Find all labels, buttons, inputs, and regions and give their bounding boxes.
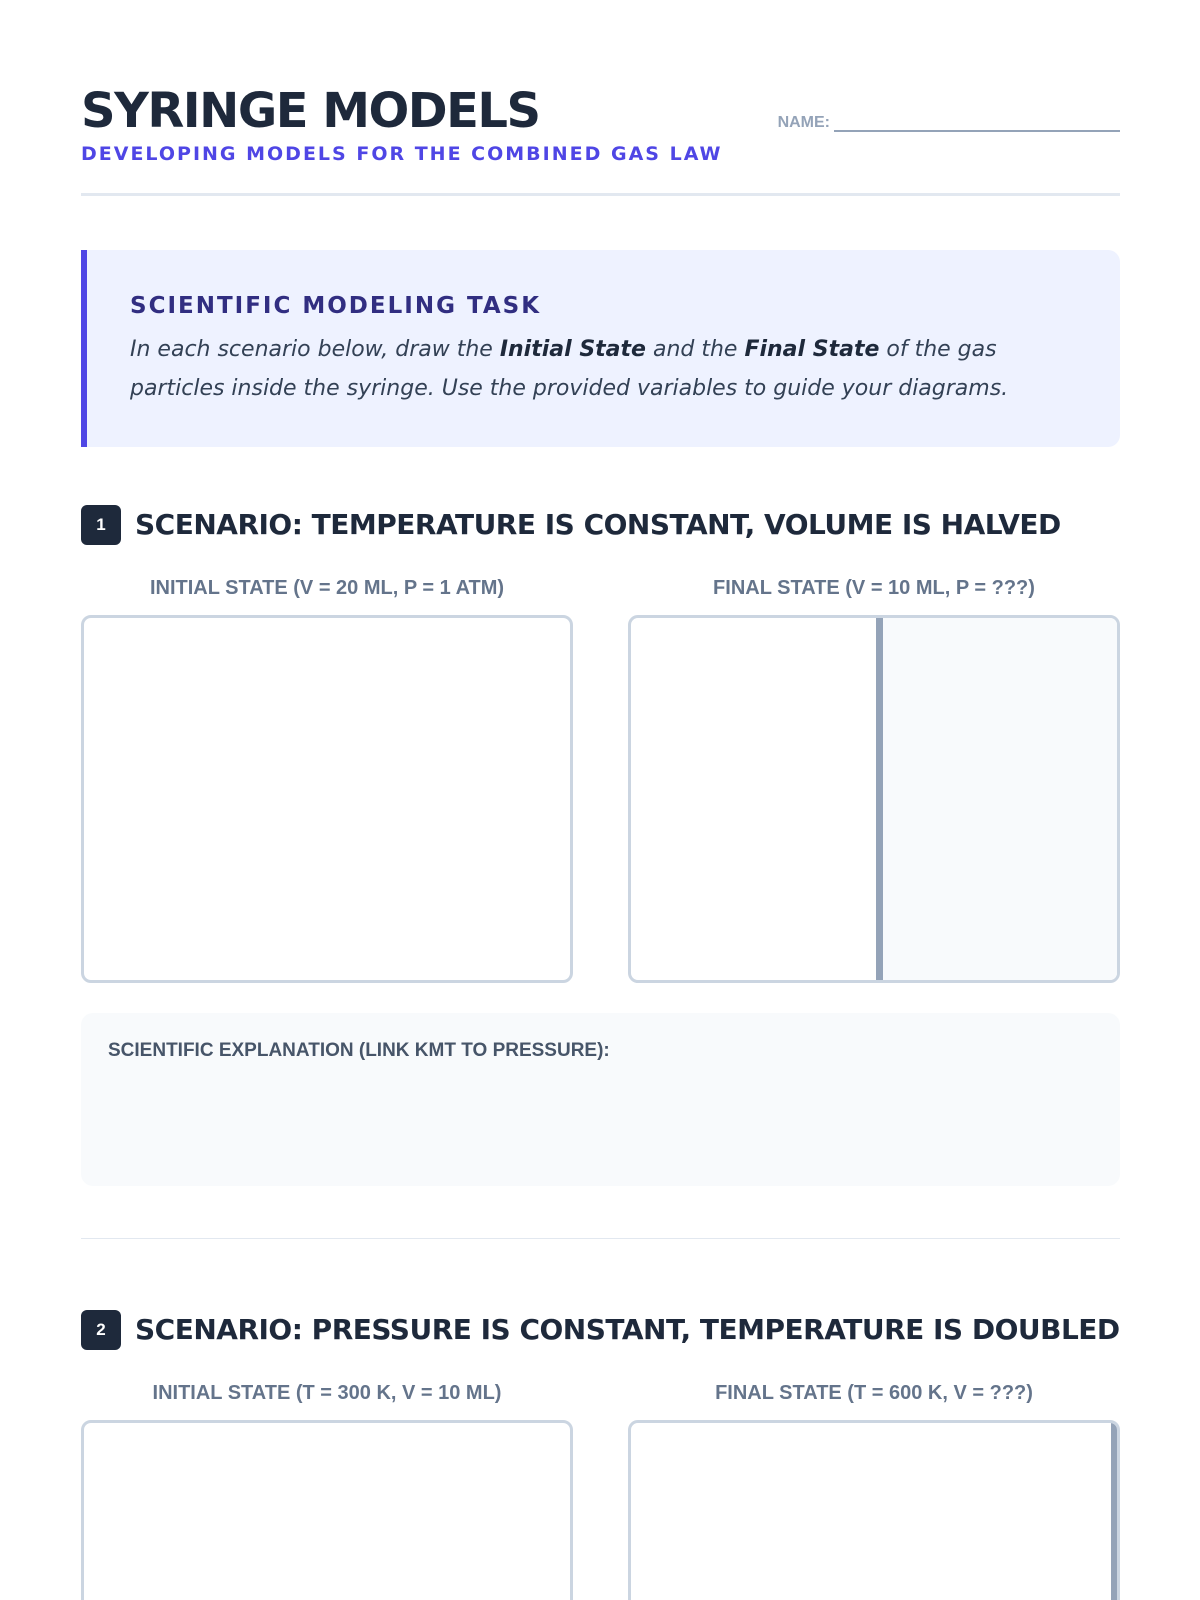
task-bold-initial: Initial State xyxy=(499,337,646,362)
page-title: SYRINGE MODELS xyxy=(81,83,540,139)
initial-state-drawing-box[interactable] xyxy=(81,1420,573,1600)
worksheet-header xyxy=(81,82,1120,196)
name-label: NAME: xyxy=(777,114,830,131)
initial-state-label: INITIAL STATE (T = 300 K, V = 10 ML) xyxy=(152,1382,502,1404)
scenario-title: SCENARIO: PRESSURE IS CONSTANT, TEMPERATURE IS DOUBLED xyxy=(135,1313,1120,1346)
initial-state-label: INITIAL STATE (V = 20 ML, P = 1 ATM) xyxy=(149,577,505,599)
task-title: SCIENTIFIC MODELING TASK xyxy=(130,293,542,319)
task-callout xyxy=(81,250,1120,447)
final-state-drawing-box[interactable] xyxy=(628,615,1120,983)
scenario-2-heading xyxy=(81,1310,1120,1350)
syringe-plunger xyxy=(1111,1423,1118,1600)
page-subtitle: DEVELOPING MODELS FOR THE COMBINED GAS LAW xyxy=(81,143,723,165)
task-instructions xyxy=(130,330,1090,408)
scenario-number-badge: 2 xyxy=(81,1310,121,1350)
explanation-label: SCIENTIFIC EXPLANATION (LINK KMT TO PRESSURE): xyxy=(108,1040,610,1061)
name-input-line[interactable] xyxy=(834,112,1120,132)
task-bold-final: Final State xyxy=(744,337,880,362)
syringe-plunger xyxy=(876,618,1117,980)
initial-state-drawing-box[interactable] xyxy=(81,615,573,983)
task-text-3: of the gas particles inside the syringe. Use the provided variables to guide your diagrams. xyxy=(130,337,1009,401)
name-field xyxy=(778,112,1120,132)
scenario-1-heading xyxy=(81,505,1061,545)
task-text-1: In each scenario below, draw the xyxy=(130,337,500,362)
final-state-label: FINAL STATE (T = 600 K, V = ???) xyxy=(715,1382,1033,1404)
final-state-drawing-box[interactable] xyxy=(628,1420,1120,1600)
scenario-number-badge: 1 xyxy=(81,505,121,545)
scenario-title: SCENARIO: TEMPERATURE IS CONSTANT, VOLUME IS HALVED xyxy=(135,508,1061,541)
task-text-2: and the xyxy=(645,337,745,362)
section-divider xyxy=(81,1238,1120,1239)
explanation-box[interactable] xyxy=(81,1013,1120,1186)
final-state-label: FINAL STATE (V = 10 ML, P = ???) xyxy=(713,577,1035,599)
